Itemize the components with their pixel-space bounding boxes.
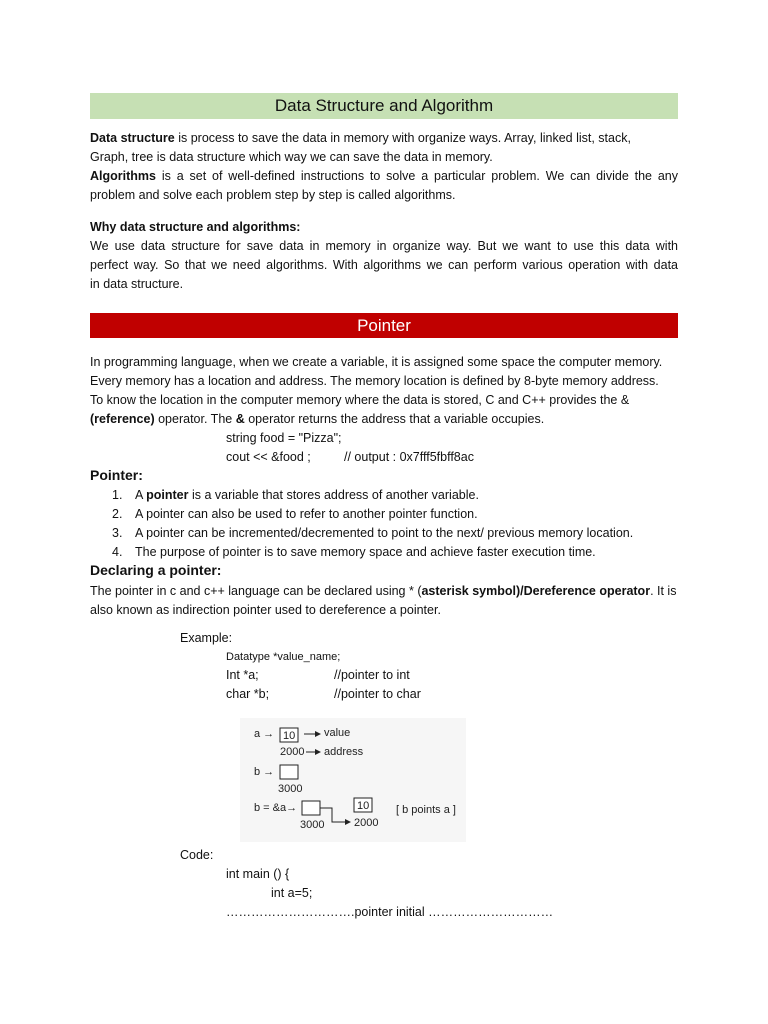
code-line-int: int a=5;	[271, 886, 313, 900]
term-reference: (reference)	[90, 412, 155, 426]
list-number: 4.	[112, 545, 123, 559]
pointer-text: operator. The	[154, 412, 236, 426]
diagram-target-value: 10	[357, 800, 370, 812]
intro-line	[90, 129, 678, 148]
term-pointer: pointer	[146, 488, 189, 502]
pointer-section-title: Pointer	[357, 315, 411, 335]
list-text: A	[135, 488, 147, 502]
example-int-code: Int *a;	[226, 668, 259, 682]
page-title: Data Structure and Algorithm	[274, 96, 494, 115]
list-item	[90, 543, 678, 562]
code-string-food: string food = "Pizza";	[226, 431, 342, 445]
page-title-bar	[90, 93, 678, 119]
pointer-list	[90, 486, 678, 562]
intro-line: problem and solve each problem step by step is called algorithms.	[90, 188, 456, 202]
list-item	[90, 486, 678, 505]
example-syntax: Datatype *value_name;	[226, 651, 341, 663]
intro-text: is a set of well-defined instructions to solve a particular problem. We can divide the any	[155, 169, 678, 183]
why-line: in data structure.	[90, 277, 184, 291]
diagram-value-label: value	[324, 727, 351, 739]
intro-paragraph	[90, 129, 678, 205]
declaring-text: The pointer in c and c++ language can be declared using * (	[90, 584, 422, 598]
pointer-section-bar	[90, 313, 678, 338]
diagram-b-box	[280, 765, 298, 779]
why-line: perfect way. So that we need algorithms. With algorithms we can perform various operation with data	[90, 258, 678, 272]
pointer-line: In programming language, when we create a variable, it is assigned some space the computer memory.	[90, 355, 663, 369]
list-number: 2.	[112, 507, 123, 521]
declaring-heading: Declaring a pointer:	[90, 562, 222, 578]
why-heading: Why data structure and algorithms:	[90, 220, 301, 234]
intro-line	[90, 167, 678, 186]
list-text: A pointer can be incremented/decremented to point to the next/ previous memory location.	[135, 526, 634, 540]
code-line-pointer-initial: ………………………….pointer initial …………………………	[226, 905, 554, 919]
intro-text: is process to save the data in memory with organize ways. Array, linked list, stack,	[174, 131, 631, 145]
pointer-diagram-svg	[240, 718, 466, 842]
code-output-comment: // output : 0x7fff5fbff8ac	[344, 450, 474, 464]
diagram-target-addr: 2000	[354, 817, 379, 829]
example-char-code: char *b;	[226, 687, 270, 701]
list-number: 1.	[112, 488, 123, 502]
example-char-comment: //pointer to char	[334, 687, 421, 701]
list-text: The purpose of pointer is to save memory space and achieve faster execution time.	[135, 545, 596, 559]
list-item	[90, 524, 678, 543]
term-algorithms: Algorithms	[90, 169, 156, 183]
example-int-comment: //pointer to int	[334, 668, 410, 682]
declaring-line: also known as indirection pointer used to dereference a pointer.	[90, 603, 441, 617]
declaring-text: . It is	[650, 584, 677, 598]
diagram-b-label: b →	[254, 766, 275, 778]
pointer-line	[90, 410, 678, 429]
diagram-b-pointer-box	[302, 801, 320, 815]
list-text: A pointer can also be used to refer to another pointer function.	[135, 507, 478, 521]
why-line: We use data structure for save data in memory in organize way. But we want to use this data with	[90, 239, 678, 253]
pointer-paragraph	[90, 353, 678, 429]
pointer-list-heading: Pointer:	[90, 467, 143, 483]
term-ampersand: &	[235, 412, 245, 426]
list-number: 3.	[112, 526, 123, 540]
list-text: is a variable that stores address of another variable.	[188, 488, 479, 502]
code-cout: cout << &food ;	[226, 450, 311, 464]
diagram-address-label: address	[324, 746, 364, 758]
diagram-link-arrow	[320, 808, 350, 822]
term-asterisk: asterisk symbol)/Dereference operator	[421, 584, 651, 598]
diagram-b-addr: 3000	[278, 783, 303, 795]
diagram-b-pointer-addr: 3000	[300, 819, 325, 831]
code-line-main: int main () {	[226, 867, 290, 881]
pointer-line: To know the location in the computer memory where the data is stored, C and C++ provides the &	[90, 393, 630, 407]
diagram-a-label: a →	[254, 728, 275, 740]
intro-line: Graph, tree is data structure which way we can save the data in memory.	[90, 150, 493, 164]
diagram-note: [ b points a ]	[396, 804, 456, 816]
diagram-a-value: 10	[283, 730, 296, 742]
term-data-structure: Data structure	[90, 131, 175, 145]
pointer-line: Every memory has a location and address. The memory location is defined by 8-byte memory address.	[90, 374, 659, 388]
code-label: Code:	[180, 848, 214, 862]
diagram-a-addr: 2000	[280, 746, 305, 758]
pointer-text: operator returns the address that a variable occupies.	[244, 412, 545, 426]
list-item	[90, 505, 678, 524]
declaring-line	[90, 582, 678, 601]
why-paragraph	[90, 237, 678, 294]
pointer-diagram	[240, 718, 466, 842]
diagram-b-eq-label: b = &a→	[254, 802, 298, 814]
example-label: Example:	[180, 631, 233, 645]
declaring-paragraph	[90, 582, 678, 620]
